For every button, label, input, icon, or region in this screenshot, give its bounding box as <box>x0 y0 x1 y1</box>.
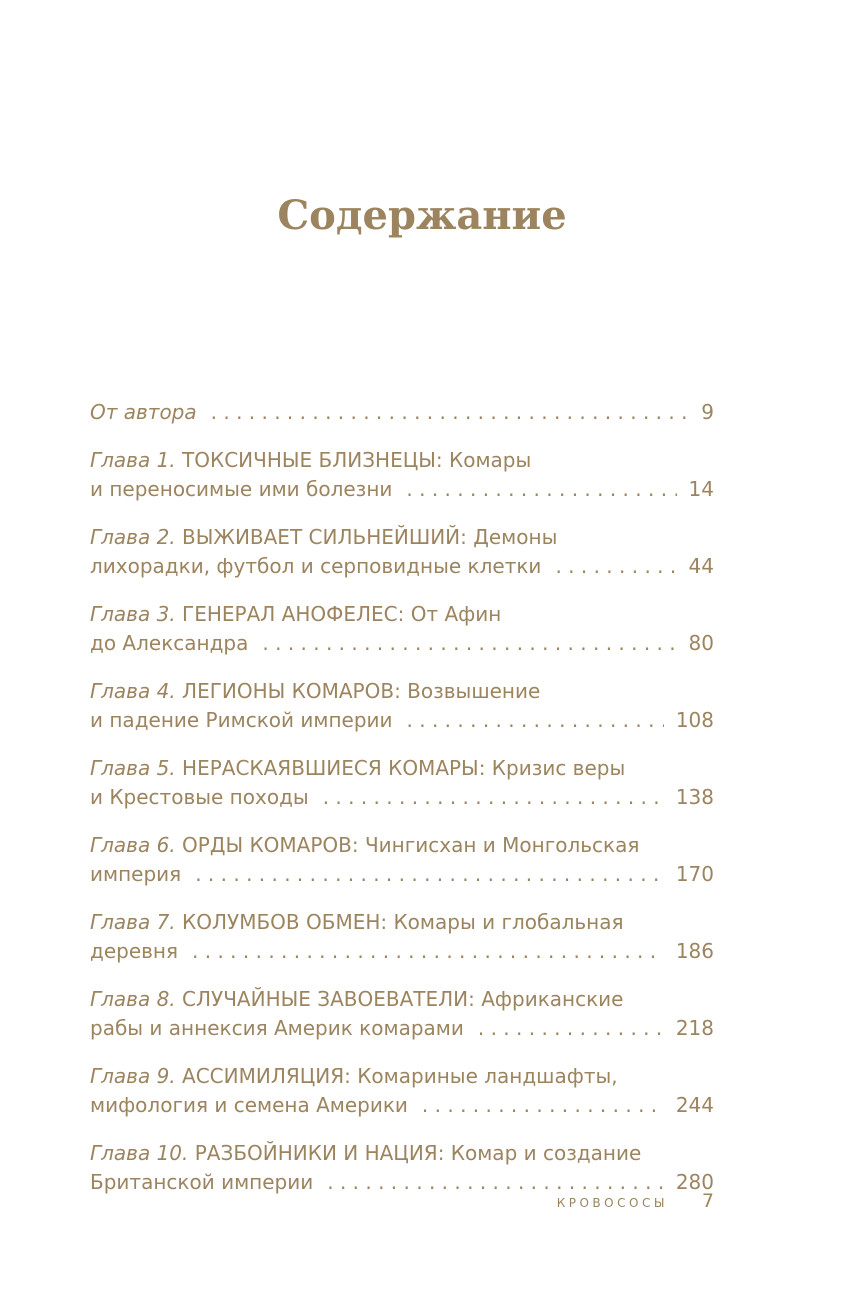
leader-dots <box>407 706 664 735</box>
chapter-line1 <box>90 985 624 1014</box>
chapter-heading: ТОКСИЧНЫЕ БЛИЗНЕЦЫ <box>182 448 436 472</box>
toc-entry-label: От автора <box>90 400 197 424</box>
chapter-subtitle-end: рабы и аннексия Америк комарами <box>90 1016 464 1040</box>
chapter-subtitle-start: : Возвышение <box>394 679 541 703</box>
chapter-heading: ЛЕГИОНЫ КОМАРОВ <box>182 679 395 703</box>
chapter-subtitle-end: империя <box>90 862 182 886</box>
leader-dots <box>555 552 676 581</box>
chapter-number: Глава 9. <box>90 1064 176 1088</box>
leader-dots <box>422 1091 664 1120</box>
toc-entry[interactable] <box>90 677 714 735</box>
chapter-line1 <box>90 1139 641 1168</box>
toc-entry[interactable] <box>90 523 714 581</box>
toc-entry[interactable] <box>90 446 714 504</box>
toc-entry[interactable] <box>90 398 714 427</box>
chapter-number: Глава 10. <box>90 1141 189 1165</box>
toc-page-number: 244 <box>675 1093 714 1117</box>
chapter-number: Глава 1. <box>90 448 176 472</box>
toc-entry[interactable] <box>90 600 714 658</box>
chapter-subtitle-end: лихорадки, футбол и серповидные клетки <box>90 554 542 578</box>
chapter-line1 <box>90 1062 618 1091</box>
chapter-subtitle-start: : Чингисхан и Монгольская <box>351 833 640 857</box>
leader-dots <box>406 475 676 504</box>
chapter-subtitle-start: : Комары <box>435 448 532 472</box>
chapter-number: Глава 7. <box>90 910 176 934</box>
toc-page-number: 14 <box>688 477 714 501</box>
chapter-heading: ВЫЖИВАЕТ СИЛЬНЕЙШИЙ <box>182 525 461 549</box>
leader-dots <box>195 860 664 889</box>
chapter-subtitle-end: и Крестовые походы <box>90 785 309 809</box>
chapter-heading: НЕРАСКАЯВШИЕСЯ КОМАРЫ <box>182 756 479 780</box>
chapter-subtitle-start: : Африканские <box>468 987 624 1011</box>
chapter-heading: СЛУЧАЙНЫЕ ЗАВОЕВАТЕЛИ <box>182 987 469 1011</box>
chapter-line1 <box>90 600 501 629</box>
leader-dots <box>192 937 664 966</box>
toc-entry[interactable] <box>90 754 714 812</box>
chapter-subtitle-end: деревня <box>90 939 179 963</box>
chapter-subtitle-end: и переносимые ими болезни <box>90 477 393 501</box>
chapter-line1 <box>90 677 540 706</box>
toc-page-number: 44 <box>688 554 714 578</box>
chapter-subtitle-start: : Кризис веры <box>478 756 626 780</box>
chapter-number: Глава 4. <box>90 679 176 703</box>
toc-page-number: 80 <box>688 631 714 655</box>
toc-page-number: 170 <box>675 862 714 886</box>
chapter-line1 <box>90 754 625 783</box>
toc-entry[interactable] <box>90 831 714 889</box>
chapter-number: Глава 8. <box>90 987 176 1011</box>
chapter-subtitle-start: : Комары и глобальная <box>380 910 624 934</box>
chapter-number: Глава 2. <box>90 525 176 549</box>
chapter-subtitle-end: до Александра <box>90 631 249 655</box>
folio-page-number: 7 <box>701 1190 714 1212</box>
chapter-heading: РАЗБОЙНИКИ И НАЦИЯ <box>194 1141 438 1165</box>
chapter-number: Глава 3. <box>90 602 176 626</box>
chapter-heading: АССИМИЛЯЦИЯ <box>182 1064 345 1088</box>
toc-page-number: 218 <box>675 1016 714 1040</box>
chapter-subtitle-start: : От Афин <box>397 602 502 626</box>
chapter-heading: ГЕНЕРАЛ АНОФЕЛЕС <box>182 602 398 626</box>
leader-dots <box>323 783 664 812</box>
chapter-line1 <box>90 523 557 552</box>
toc-entry[interactable] <box>90 908 714 966</box>
chapter-line1 <box>90 831 639 860</box>
toc-entry[interactable] <box>90 1139 714 1197</box>
chapter-subtitle-end: и падение Римской империи <box>90 708 393 732</box>
toc-page-number: 186 <box>675 939 714 963</box>
leader-dots <box>211 398 690 427</box>
page-title: Содержание <box>277 192 567 239</box>
toc-page-number: 9 <box>701 400 714 424</box>
toc-entry[interactable] <box>90 985 714 1043</box>
chapter-line1 <box>90 446 531 475</box>
table-of-contents <box>90 398 714 1216</box>
leader-dots <box>478 1014 664 1043</box>
page-footer <box>0 1190 714 1212</box>
toc-page-number: 138 <box>675 785 714 809</box>
chapter-number: Глава 6. <box>90 833 176 857</box>
chapter-subtitle-start: : Комариные ландшафты, <box>344 1064 618 1088</box>
chapter-number: Глава 5. <box>90 756 176 780</box>
chapter-subtitle-start: : Комар и создание <box>437 1141 642 1165</box>
chapter-heading: ОРДЫ КОМАРОВ <box>182 833 352 857</box>
leader-dots <box>262 629 676 658</box>
chapter-subtitle-start: : Демоны <box>460 525 558 549</box>
chapter-heading: КОЛУМБОВ ОБМЕН <box>182 910 381 934</box>
chapter-line1 <box>90 908 624 937</box>
chapter-subtitle-end: Британской империи <box>90 1170 314 1194</box>
chapter-subtitle-end: мифология и семена Америки <box>90 1093 408 1117</box>
toc-page-number: 280 <box>675 1170 714 1194</box>
toc-page-number: 108 <box>675 708 714 732</box>
running-title: КРОВОСОСЫ <box>556 1196 668 1210</box>
toc-entry[interactable] <box>90 1062 714 1120</box>
